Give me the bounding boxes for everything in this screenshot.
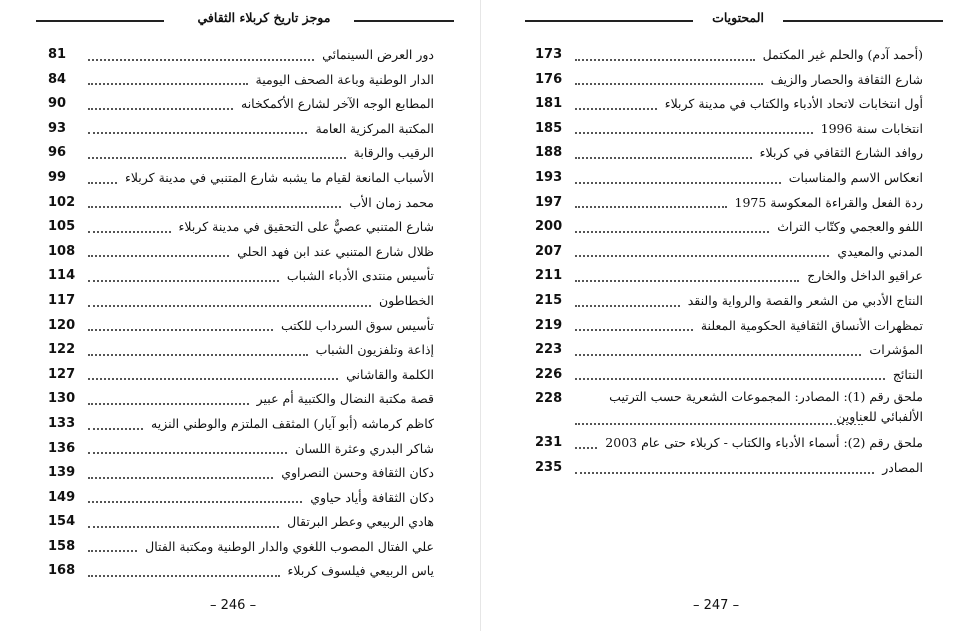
toc-entry-title: هادي الربيعي وعطر البرتقال <box>283 514 434 529</box>
toc-entry-title: شاكر البدري وعثرة اللسان <box>291 441 434 456</box>
toc-entry-title: دكان الثقافة وحسن النصراوي <box>277 465 434 480</box>
toc-entry-title: إذاعة وتلفزيون الشباب <box>312 342 434 357</box>
toc-entry-title: شارع المتنبي عصيٌّ على التحقيق في مدينة كربلاء <box>175 219 434 234</box>
toc-entry <box>535 92 923 117</box>
toc-entry <box>48 215 434 240</box>
left-running-header <box>36 7 454 29</box>
right-header-title: المحتويات <box>712 10 764 25</box>
toc-entry <box>535 314 923 339</box>
toc-entry <box>48 117 434 142</box>
toc-entry-title: (أحمد آدم) والحلم غير المكتمل <box>759 47 923 62</box>
toc-entry-title: الدار الوطنية وباعة الصحف اليومية <box>252 72 434 87</box>
toc-entry <box>48 535 434 560</box>
toc-entry-title: اللفو والعجمي وكتّاب التراث <box>773 219 923 234</box>
toc-entry-title: ظلال شارع المتنبي عند ابن فهد الحلي <box>233 244 434 259</box>
toc-page-number: 226 <box>535 366 563 382</box>
toc-page-number: 102 <box>48 194 76 210</box>
toc-entry <box>48 92 434 117</box>
toc-entry-title: تأسيس منتدى الأدباء الشباب <box>283 268 434 283</box>
toc-page-number: 219 <box>535 317 563 333</box>
toc-entry-title: النتائج <box>889 367 923 382</box>
toc-page-number: 127 <box>48 366 76 382</box>
toc-entry <box>535 240 923 265</box>
toc-entry <box>48 559 434 584</box>
toc-entry-title: علي الفتال المصوب اللغوي والدار الوطنية ومكتبة الفتال <box>141 539 434 554</box>
toc-entry-title: الأسباب المانعة لقيام ما يشبه شارع المتنبي في مدينة كربلاء <box>121 170 434 185</box>
toc-page-number: 96 <box>48 145 67 161</box>
toc-entry-title: قصة مكتبة النضال والكتبية أم عبير <box>253 391 434 406</box>
toc-page-number: 235 <box>535 459 563 475</box>
toc-entry-title: تأسيس سوق السرداب للكتب <box>277 318 434 333</box>
toc-entry <box>48 43 434 68</box>
toc-entry <box>48 486 434 511</box>
toc-entry <box>48 141 434 166</box>
toc-page-number: 81 <box>48 47 67 62</box>
toc-page-number: 193 <box>535 169 563 185</box>
right-toc-list <box>535 43 923 481</box>
toc-entry <box>535 166 923 191</box>
header-rule <box>354 20 454 22</box>
toc-entry <box>48 166 434 191</box>
toc-page-number: 136 <box>48 440 76 456</box>
toc-entry <box>535 117 923 142</box>
toc-entry-title: أول انتخابات لاتحاد الأدباء والكتاب في مدينة كربلاء <box>661 96 923 111</box>
toc-page-number: 133 <box>48 415 76 431</box>
toc-entry <box>535 289 923 314</box>
toc-page-number: 154 <box>48 514 76 530</box>
header-rule <box>525 20 693 22</box>
toc-entry-title: المكتبة المركزية العامة <box>311 121 434 136</box>
toc-entry-title: النتاج الأدبي من الشعر والقصة والرواية والنقد <box>684 293 923 308</box>
toc-entry-title: محمد زمان الأب <box>345 195 434 210</box>
toc-entry-title: دور العرض السينمائي <box>318 47 434 62</box>
toc-entry-title: انتخابات سنة 1996 <box>817 121 923 136</box>
toc-entry-title: المؤشرات <box>865 342 923 357</box>
toc-page-number: 188 <box>535 145 563 161</box>
header-rule <box>36 20 164 22</box>
toc-page-number: 117 <box>48 292 76 308</box>
toc-entry <box>535 456 923 481</box>
toc-entry-title: ردة الفعل والقراءة المعكوسة 1975 <box>731 195 923 210</box>
toc-entry <box>48 412 434 437</box>
toc-entry-title: تمظهرات الأنساق الثقافية الحكومية المعلنة <box>697 318 923 333</box>
toc-entry <box>535 264 923 289</box>
toc-entry <box>48 68 434 93</box>
toc-page-number: 168 <box>48 563 76 579</box>
toc-entry <box>48 387 434 412</box>
toc-entry-title: ملحق رقم (2): أسماء الأدباء والكتاب - كربلاء حتى عام 2003 <box>601 435 923 450</box>
toc-page-number: 200 <box>535 219 563 235</box>
toc-page-number: 176 <box>535 71 563 87</box>
toc-entry <box>535 43 923 68</box>
toc-entry-title: المصادر <box>878 460 923 475</box>
toc-entry <box>48 510 434 535</box>
toc-page-number: 108 <box>48 243 76 259</box>
toc-page-number: 120 <box>48 317 76 333</box>
left-page-number: – 246 – <box>210 598 257 613</box>
toc-page-number: 158 <box>48 538 76 554</box>
toc-entry-title: عراقيو الداخل والخارج <box>803 268 923 283</box>
toc-entry <box>535 141 923 166</box>
toc-page-number: 93 <box>48 120 67 136</box>
toc-entry <box>48 461 434 486</box>
toc-entry <box>535 363 923 388</box>
toc-entry-title: المطابع الوجه الآخر لشارع الأكمكخانه <box>237 96 434 111</box>
toc-entry <box>48 240 434 265</box>
toc-page-number: 207 <box>535 243 563 259</box>
toc-entry <box>48 437 434 462</box>
toc-entry-title: شارع الثقافة والحصار والزيف <box>767 72 923 87</box>
toc-page-number: 231 <box>535 435 563 451</box>
toc-entry-title: الرقيب والرقابة <box>350 145 434 160</box>
toc-entry-title: انعكاس الاسم والمناسبات <box>785 170 923 185</box>
toc-page-number: 197 <box>535 194 563 210</box>
toc-page-number: 149 <box>48 489 76 505</box>
right-running-header <box>525 7 943 29</box>
toc-page-number: 90 <box>48 96 67 112</box>
toc-page-number: 211 <box>535 268 563 284</box>
toc-entry <box>535 387 923 431</box>
toc-entry-title: روافد الشارع الثقافي في كربلاء <box>756 145 923 160</box>
toc-entry <box>535 338 923 363</box>
toc-page-number: 122 <box>48 342 76 358</box>
toc-entry <box>48 314 434 339</box>
toc-entry-title: دكان الثقافة وأياد حياوي <box>306 490 434 505</box>
toc-page-number: 84 <box>48 71 67 87</box>
toc-entry <box>48 289 434 314</box>
toc-entry <box>48 363 434 388</box>
toc-page-number: 99 <box>48 169 67 185</box>
toc-page-number: 105 <box>48 219 76 235</box>
toc-entry <box>535 431 923 456</box>
toc-page-number: 114 <box>48 268 76 284</box>
toc-entry <box>535 215 923 240</box>
toc-entry-title: الخطاطون <box>375 293 434 308</box>
toc-entry-title: ياس الربيعي فيلسوف كربلاء <box>284 563 434 578</box>
toc-page-number: 139 <box>48 465 76 481</box>
toc-page-number: 223 <box>535 342 563 358</box>
right-page <box>481 0 962 631</box>
toc-entry-title: الكلمة والقاشاني <box>342 367 434 382</box>
toc-page-number: 228 <box>535 391 563 407</box>
left-header-title: موجز تاريخ كربلاء الثقافي <box>197 10 331 25</box>
toc-entry <box>535 68 923 93</box>
header-rule <box>783 20 943 22</box>
toc-page-number: 181 <box>535 96 563 112</box>
toc-page-number: 130 <box>48 391 76 407</box>
toc-entry-title: ملحق رقم (1): المصادر: المجموعات الشعرية حسب الترتيب الألفبائي للعناوين <box>609 389 923 425</box>
toc-entry <box>48 191 434 216</box>
left-toc-list <box>48 43 434 584</box>
toc-entry <box>48 264 434 289</box>
toc-page-number: 215 <box>535 292 563 308</box>
toc-entry-title: المدني والمعيدي <box>833 244 923 259</box>
right-page-number: – 247 – <box>693 598 740 613</box>
toc-entry <box>48 338 434 363</box>
toc-entry <box>535 191 923 216</box>
toc-page-number: 173 <box>535 47 563 62</box>
toc-page-number: 185 <box>535 120 563 136</box>
toc-entry-title: كاظم كرماشه (أبو آيار) المثقف الملتزم والوطني النزيه <box>147 416 434 431</box>
